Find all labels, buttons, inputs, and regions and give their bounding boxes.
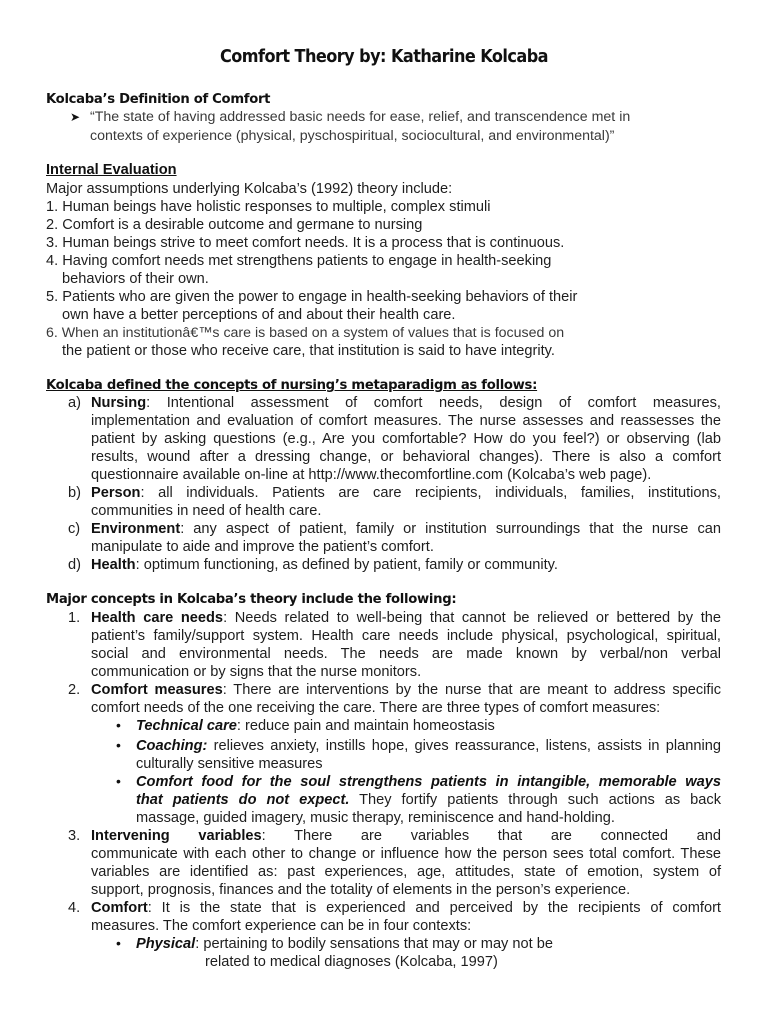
concept-item-intervening-variables: Intervening variables: There are variables that are connected and [91, 828, 721, 844]
definition-heading: Kolcaba’s Definition of Comfort [46, 92, 271, 107]
text-line: communication or by signs that the nurse monitors. [91, 664, 422, 680]
concept-item-health-care-needs: Health care needs: Needs related to well-being that cannot be relieved or bettered by the [91, 610, 722, 626]
text-line: culturally sensitive measures [136, 756, 323, 772]
arrow-bullet-icon: ➤ [70, 110, 81, 124]
assumption-item-cont: behaviors of their own. [62, 271, 209, 287]
text-line: massage, guided imagery, music therapy, reminiscence and hand-holding. [136, 810, 615, 826]
term-comfort-measures: Comfort measures [91, 682, 223, 698]
assumption-item: 2. Comfort is a desirable outcome and germane to nursing [46, 217, 423, 233]
text-line: results, wound after a dressing change, or behavioral changes). There is also a comfort [91, 449, 721, 465]
metaparadigm-item-person: Person: all individuals. Patients are care recipients, individuals, families, institutions, [91, 485, 721, 501]
bullet-icon: • [116, 717, 121, 733]
assumption-item: 1. Human beings have holistic responses to multiple, complex stimuli [46, 199, 491, 215]
list-marker: 4. [68, 900, 81, 916]
text-line: patient by asking questions (e.g., Are you comfortable? How do you feel?) or observing (lab [91, 431, 721, 447]
metaparadigm-item-nursing: Nursing: Intentional assessment of comfort needs, design of comfort measures, [91, 395, 721, 411]
assumption-item-cont: own have a better perceptions of and about their health care. [62, 307, 456, 323]
text-line: communicate with each other to change or influence how the person sees total comfort. These [91, 846, 721, 862]
list-marker: b) [68, 485, 81, 501]
bullet-icon: • [116, 773, 121, 789]
term-environment: Environment [91, 521, 181, 537]
term-nursing: Nursing [91, 395, 147, 411]
comfort-measure-coaching: Coaching: relieves anxiety, instills hope, gives reassurance, listens, assists in planning [136, 738, 721, 754]
internal-evaluation-heading: Internal Evaluation [46, 162, 177, 178]
list-marker: 1. [68, 610, 81, 626]
list-marker: d) [68, 557, 81, 573]
text-line: support, prognosis, finances and the totality of elements in the person’s experience. [91, 882, 631, 898]
assumption-item: 6. When an institutionâ€™s care is based on a system of values that is focused on [46, 325, 565, 341]
internal-evaluation-intro: Major assumptions underlying Kolcaba’s (1992) theory include: [46, 181, 453, 197]
metaparadigm-item-health: Health: optimum functioning, as defined by patient, family or community. [91, 557, 558, 573]
major-concepts-heading: Major concepts in Kolcaba’s theory include the following: [46, 592, 457, 607]
metaparadigm-item-environment: Environment: any aspect of patient, family or institution surroundings that the nurse can [91, 521, 721, 537]
text-line: social and environmental needs. The needs are made known by verbal/non verbal [91, 646, 721, 662]
comfort-measure-technical-care: Technical care: reduce pain and maintain homeostasis [136, 718, 495, 734]
text-line: that patients do not expect. They fortify patients through such actions as back [136, 792, 721, 808]
text-line: communities in need of health care. [91, 503, 322, 519]
assumption-item-cont: the patient or those who receive care, that institution is said to have integrity. [62, 343, 555, 359]
comfort-measure-comfort-food: Comfort food for the soul strengthens patients in intangible, memorable ways [136, 774, 721, 790]
text-line: questionnaire available on-line at http://www.thecomfortline.com (Kolcaba’s web page). [91, 467, 652, 483]
term-technical-care: Technical care [136, 718, 237, 734]
concept-item-comfort-measures: Comfort measures: There are interventions by the nurse that are meant to address specific [91, 682, 721, 698]
definition-quote-line1: “The state of having addressed basic needs for ease, relief, and transcendence met in [90, 109, 631, 125]
assumption-item: 5. Patients who are given the power to engage in health-seeking behaviors of their [46, 289, 578, 305]
text-line: variables are identified as: past experiences, age, attitudes, state of emotion, system of [91, 864, 721, 880]
term-person: Person [91, 485, 141, 501]
text-line: comfort needs of the one receiving the care. There are three types of comfort measures: [91, 700, 661, 716]
term-intervening-variables: Intervening variables [91, 828, 262, 844]
term-health: Health [91, 557, 136, 573]
bullet-icon: • [116, 737, 121, 753]
metaparadigm-heading: Kolcaba defined the concepts of nursing’s metaparadigm as follows: [46, 378, 538, 393]
list-marker: 3. [68, 828, 81, 844]
concept-item-comfort: Comfort: It is the state that is experienced and perceived by the recipients of comfort [91, 900, 721, 916]
term-health-care-needs: Health care needs [91, 610, 224, 626]
term-physical: Physical [136, 936, 196, 952]
term-comfort: Comfort [91, 900, 148, 916]
bullet-icon: • [116, 935, 121, 951]
text-line: related to medical diagnoses (Kolcaba, 1997) [205, 954, 498, 970]
term-coaching: Coaching: [136, 738, 208, 754]
text-line: measures. The comfort experience can be in four contexts: [91, 918, 472, 934]
text-line: manipulate to aide and improve the patient’s comfort. [91, 539, 434, 555]
definition-quote-line2: contexts of experience (physical, pyschospiritual, sociocultural, and environmental)” [90, 128, 615, 144]
assumption-item: 4. Having comfort needs met strengthens patients to engage in health-seeking [46, 253, 552, 269]
list-marker: c) [68, 521, 81, 537]
assumption-item: 3. Human beings strive to meet comfort needs. It is a process that is continuous. [46, 235, 565, 251]
page-title: Comfort Theory by: Katharine Kolcaba [219, 47, 548, 67]
comfort-context-physical: Physical: pertaining to bodily sensations that may or may not be [136, 936, 553, 952]
text-line: implementation and evaluation of comfort measures. The nurse assesses and reassesses the [91, 413, 721, 429]
list-marker: a) [68, 395, 81, 411]
text-line: patient’s family/support system. Health care needs include physical, psychological, spiritual, [91, 628, 721, 644]
list-marker: 2. [68, 682, 81, 698]
